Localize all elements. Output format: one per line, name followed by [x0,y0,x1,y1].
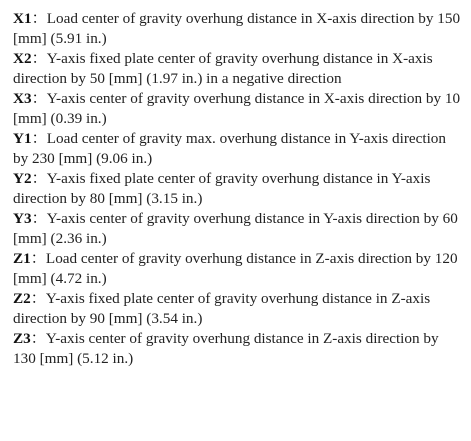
definition-text: Y-axis fixed plate center of gravity overhung distance in Z-axis direction by 90 [mm] (3.54 in.) [13,290,431,327]
definition-label: Z1 [13,250,31,267]
definition-label: Y1 [13,130,32,147]
definition-z1 [13,249,463,289]
definition-text: Load center of gravity overhung distance in X-axis direction by 150 [mm] (5.91 in.) [13,10,461,47]
definition-x1 [13,9,463,49]
definition-text: Y-axis fixed plate center of gravity overhung distance in Y-axis direction by 80 [mm] (3.15 in.) [13,170,431,207]
definition-y1 [13,129,463,169]
definition-separator: ： [31,130,47,147]
definition-separator: ： [30,290,46,307]
definition-z2 [13,289,463,329]
definition-label: Z2 [13,290,31,307]
definition-text: Load center of gravity overhung distance in Z-axis direction by 120 [mm] (4.72 in.) [13,250,458,287]
definition-text: Y-axis fixed plate center of gravity overhung distance in X-axis direction by 50 [mm] (1.97 in.) in a negative direction [13,50,433,87]
definition-text: Y-axis center of gravity overhung distance in Y-axis direction by 60 [mm] (2.36 in.) [13,210,458,247]
definition-x2 [13,49,463,89]
definition-label: Y3 [13,210,32,227]
definition-text: Y-axis center of gravity overhung distance in X-axis direction by 10 [mm] (0.39 in.) [13,90,461,127]
definition-text: Load center of gravity max. overhung distance in Y-axis direction by 230 [mm] (9.06 in.) [13,130,446,167]
definition-separator: ： [30,250,46,267]
definition-separator: ： [31,170,47,187]
overhung-distance-definitions [13,9,463,369]
definition-separator: ： [30,330,46,347]
definition-z3 [13,329,463,369]
definition-separator: ： [31,50,47,67]
definition-label: Y2 [13,170,32,187]
definition-y3 [13,209,463,249]
definition-text: Y-axis center of gravity overhung distance in Z-axis direction by 130 [mm] (5.12 in.) [13,330,439,367]
definition-label: X3 [13,90,32,107]
definition-x3 [13,89,463,129]
definition-label: X1 [13,10,32,27]
definition-separator: ： [31,210,47,227]
definition-y2 [13,169,463,209]
definition-label: X2 [13,50,32,67]
definition-separator: ： [31,10,47,27]
definition-label: Z3 [13,330,31,347]
definition-separator: ： [31,90,47,107]
